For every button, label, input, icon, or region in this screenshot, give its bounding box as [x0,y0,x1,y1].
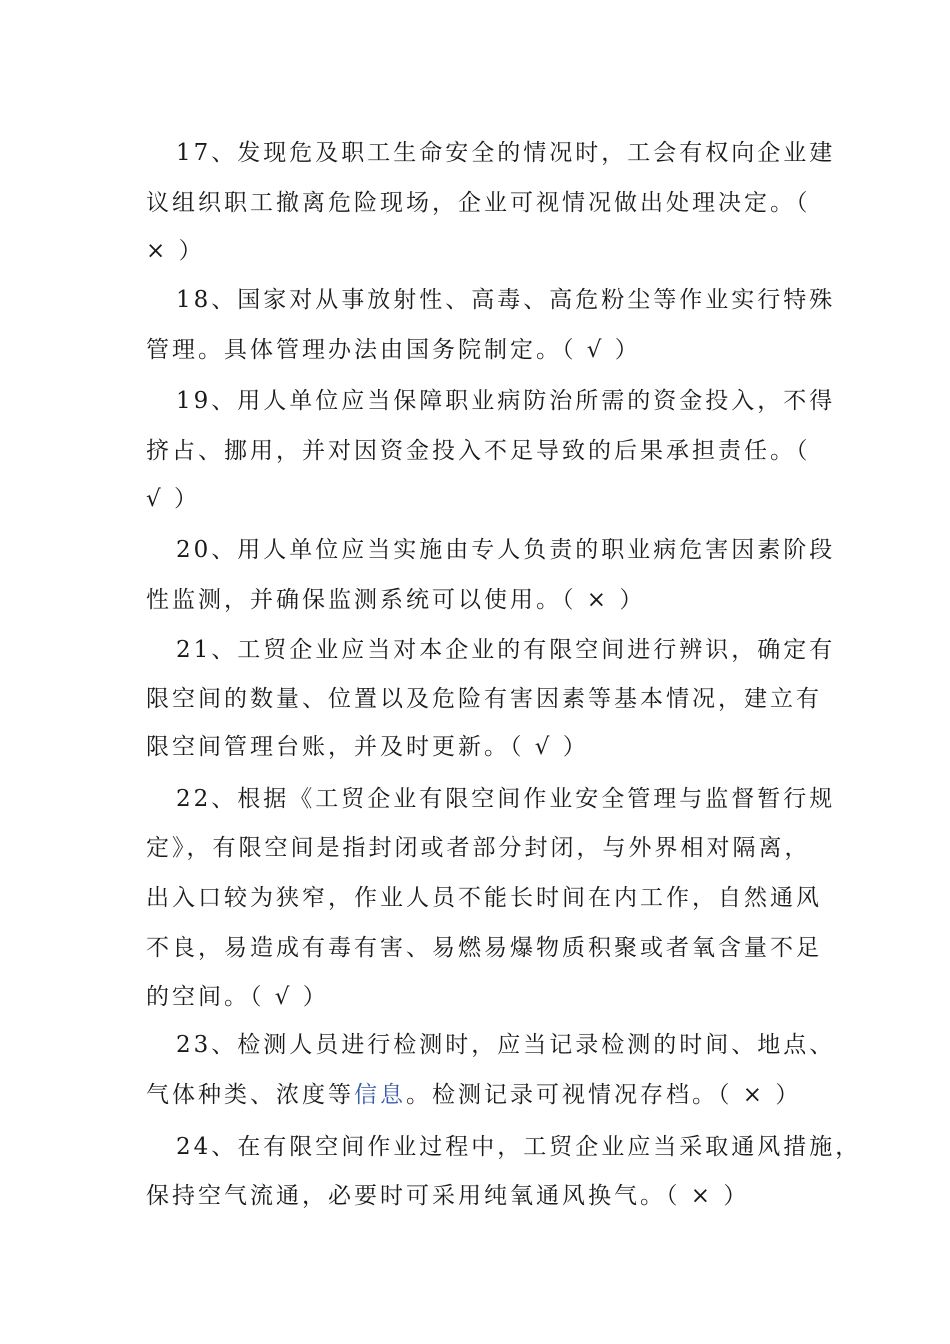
question-19-line-2: 挤占、挪用，并对因资金投入不足导致的后果承担责任。（ [146,438,811,464]
question-21-line-2: 限空间的数量、位置以及危险有害因素等基本情况，建立有 [146,686,822,712]
question-20-line-2: 性监测，并确保监测系统可以使用。（ × ） [146,587,646,613]
question-20-line-1: 20、用人单位应当实施由专人负责的职业病危害因素阶段 [176,537,836,563]
question-24-line-1: 24、在有限空间作业过程中，工贸企业应当采取通风措施， [176,1134,862,1160]
question-23-line-1: 23、检测人员进行检测时，应当记录检测的时间、地点、 [176,1032,836,1058]
question-21-line-3: 限空间管理台账，并及时更新。（ √ ） [146,734,589,760]
question-22-line-3: 出入口较为狭窄，作业人员不能长时间在内工作，自然通风 [146,885,822,911]
question-23-line-2 [146,1080,801,1110]
question-17-line-2: 议组织职工撤离危险现场，企业可视情况做出处理决定。（ [146,190,811,216]
question-17-answer: × ） [146,238,205,264]
question-18-line-2: 管理。具体管理办法由国务院制定。（ √ ） [146,337,641,363]
question-19-line-1: 19、用人单位应当保障职业病防治所需的资金投入，不得 [176,388,836,414]
question-22-line-5: 的空间。（ √ ） [146,984,329,1010]
question-22-line-1: 22、根据《工贸企业有限空间作业安全管理与监督暂行规 [176,786,836,812]
question-21-line-1: 21、工贸企业应当对本企业的有限空间进行辨识，确定有 [176,637,836,663]
question-23-text-b: 。检测记录可视情况存档。（ × ） [406,1082,802,1108]
question-19-answer: √ ） [146,486,200,512]
question-23-text-a: 气体种类、浓度等 [146,1082,354,1108]
question-18-line-1: 18、国家对从事放射性、高毒、高危粉尘等作业实行特殊 [176,287,836,313]
question-17-line-1: 17、发现危及职工生命安全的情况时，工会有权向企业建 [176,140,836,166]
question-22-line-4: 不良，易造成有毒有害、易燃易爆物质积聚或者氧含量不足 [146,935,822,961]
info-link[interactable]: 信息 [354,1082,406,1108]
question-22-line-2: 定》，有限空间是指封闭或者部分封闭，与外界相对隔离， [146,835,811,861]
question-24-line-2: 保持空气流通，必要时可采用纯氧通风换气。（ × ） [146,1183,750,1209]
